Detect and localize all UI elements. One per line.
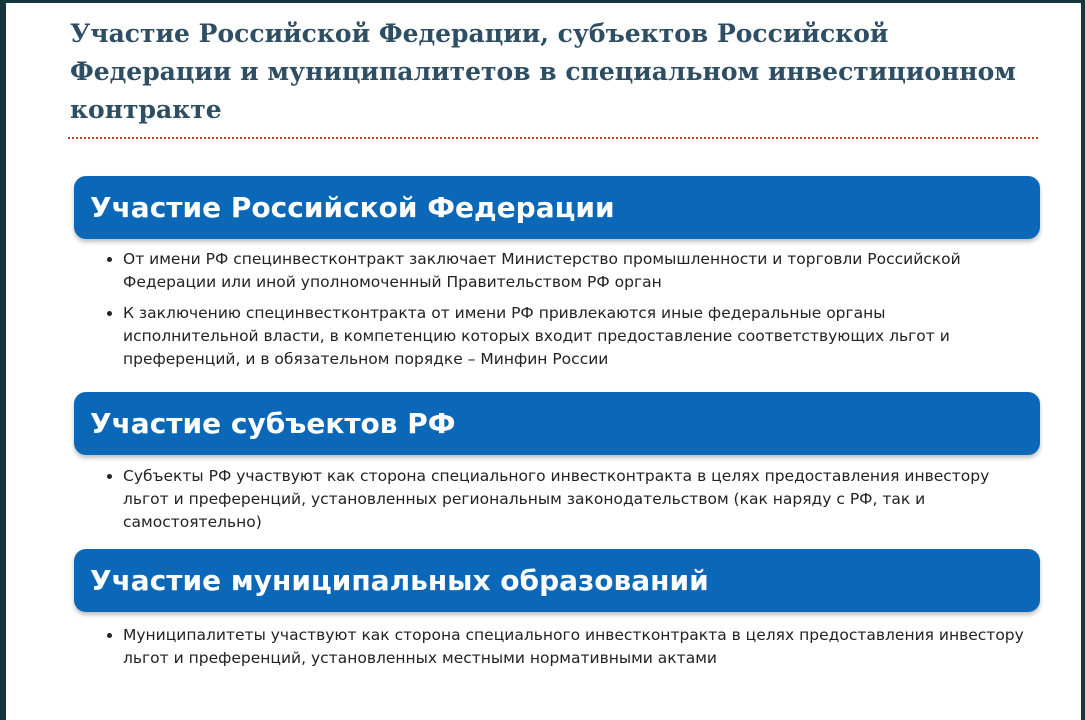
- section-header-municipal: Участие муниципальных образований: [74, 549, 1040, 612]
- section-list-federation: [106, 248, 1026, 379]
- list-item: От имени РФ специнвестконтракт заключает Министерство промышленности и торговли Российской Федерации или иной уполномоченный Правительством РФ орган: [106, 248, 1026, 294]
- section-list-regions: [106, 465, 1026, 542]
- section-list-municipal: [106, 624, 1026, 678]
- list-item: Муниципалитеты участвуют как сторона специального инвестконтракта в целях предоставления инвестору льгот и преференций, установленных местными нормативными актами: [106, 624, 1026, 670]
- list-item: Субъекты РФ участвуют как сторона специального инвестконтракта в целях предоставления инвестору льгот и преференций, установленных региональным законодательством (как наряду с РФ, так и самостоятельно): [106, 465, 1026, 534]
- section-header-federation: Участие Российской Федерации: [74, 176, 1040, 239]
- section-header-regions: Участие субъектов РФ: [74, 392, 1040, 455]
- list-item: К заключению специнвестконтракта от имени РФ привлекаются иные федеральные органы исполнительной власти, в компетенцию которых входит предоставление соответствующих льгот и преференций, и в обязательном порядке – Минфин России: [106, 302, 1026, 371]
- slide-title: Участие Российской Федерации, субъектов Российской Федерации и муниципалитетов в специальном инвестиционном контракте: [70, 19, 1016, 124]
- title-divider: [68, 137, 1038, 139]
